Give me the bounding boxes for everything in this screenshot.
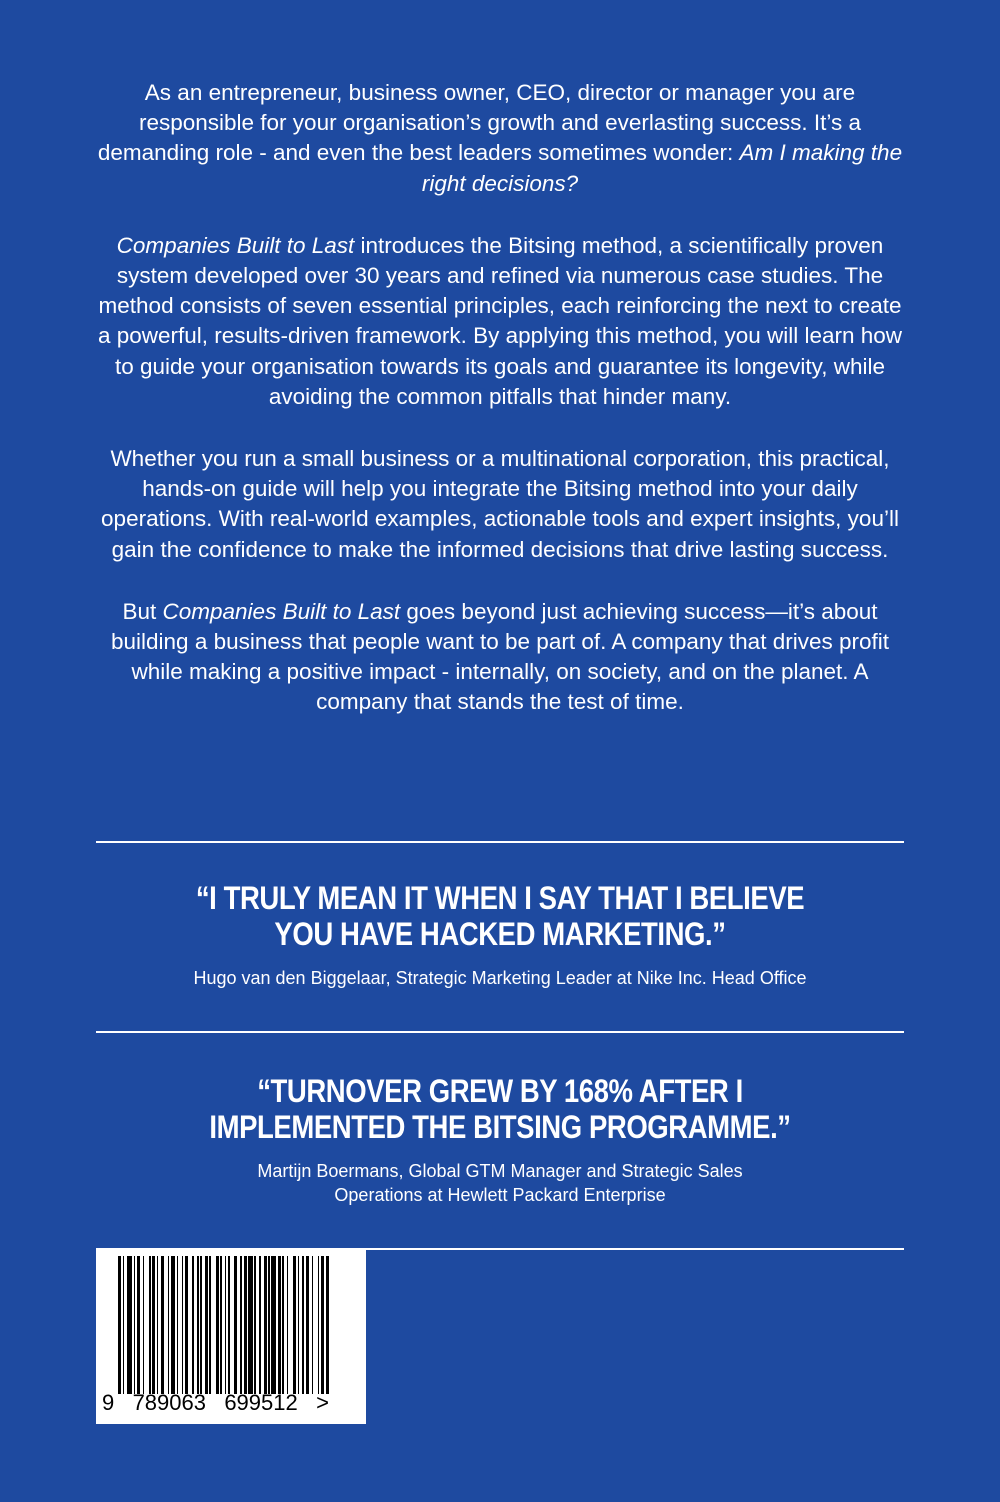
- book-title: Companies Built to Last: [116, 232, 355, 258]
- blurb-question: Am I making the right decisions?: [421, 140, 903, 196]
- book-title: Companies Built to Last: [162, 598, 401, 624]
- barcode-bar: [157, 1256, 159, 1394]
- testimonial-1: [95, 880, 905, 990]
- barcode-bar: [278, 1256, 281, 1394]
- barcode-bar: [168, 1256, 170, 1394]
- barcode-bar: [254, 1256, 256, 1394]
- barcode-bar: [318, 1256, 320, 1394]
- barcode-bar: [306, 1256, 309, 1394]
- blurb-paragraph-4: But Companies Built to Last goes beyond just achieving success—it’s about building a business that people want to be part of. A company that drives profit while making a positive impact - internally, on society, and on the planet. A company that stands the test of time.: [111, 598, 889, 715]
- barcode-bar: [209, 1256, 211, 1394]
- barcode-bar: [293, 1256, 296, 1394]
- blurb-paragraph-2: Companies Built to Last introduces the Bitsing method, a scientifically proven system developed over 30 years and refined via numerous case studies. The method consists of seven essential principles, each reinforcing the next to create a powerful, results-driven framework. By applying this method, you will learn how to guide your organisation towards its goals and guarantee its longevity, while avoiding the common pitfalls that hinder many.: [97, 232, 903, 409]
- barcode-bar: [268, 1256, 270, 1394]
- barcode-bar: [192, 1256, 194, 1394]
- barcode-bar: [248, 1256, 253, 1394]
- barcode-bar: [298, 1256, 300, 1394]
- barcode-bar: [216, 1256, 219, 1394]
- barcode-bar: [134, 1256, 136, 1394]
- barcode-bar: [205, 1256, 208, 1394]
- barcode-bar: [149, 1256, 151, 1394]
- barcode-bars: [118, 1256, 350, 1394]
- barcode-bar: [137, 1256, 140, 1394]
- barcode-bar: [287, 1256, 289, 1394]
- blurb-paragraph-3: Whether you run a small business or a multinational corporation, this practical, hands-on guide will help you integrate the Bitsing method into your daily operations. With real-world examples, actionable tools and expert insights, you’ll gain the confidence to make the informed decisions that drive lasting success.: [101, 446, 899, 562]
- isbn-barcode: [96, 1248, 366, 1424]
- barcode-bar: [321, 1256, 324, 1394]
- testimonial-quote: “TURNOVER GREW BY 168% AFTER I IMPLEMENTED THE BITSING PROGRAMME.”: [209, 1073, 791, 1145]
- barcode-bar: [282, 1256, 284, 1394]
- blurb-paragraph-1: As an entrepreneur, business owner, CEO, director or manager you are responsible for your organisation’s growth and everlasting success. It’s a demanding role - and even the best leaders sometimes wonder: Am I making the right decisions?: [97, 80, 903, 196]
- blurb: [95, 78, 905, 750]
- barcode-bar: [118, 1256, 121, 1394]
- barcode-bar: [312, 1256, 314, 1394]
- barcode-bar: [220, 1256, 222, 1394]
- barcode-bar: [182, 1256, 184, 1394]
- barcode-bar: [244, 1256, 247, 1394]
- barcode-bar: [264, 1256, 267, 1394]
- barcode-bar: [127, 1256, 132, 1394]
- barcode-bar: [161, 1256, 164, 1394]
- barcode-bar: [197, 1256, 199, 1394]
- testimonial-quote: “I TRULY MEAN IT WHEN I SAY THAT I BELIEVE YOU HAVE HACKED MARKETING.”: [195, 880, 805, 952]
- barcode-bar: [234, 1256, 237, 1394]
- barcode-bar: [171, 1256, 176, 1394]
- isbn-number: 9 789063 699512 >: [102, 1390, 329, 1415]
- barcode-bar: [302, 1256, 304, 1394]
- barcode-bar: [228, 1256, 230, 1394]
- barcode-bar: [271, 1256, 276, 1394]
- barcode-bar: [240, 1256, 242, 1394]
- barcode-bar: [259, 1256, 261, 1394]
- testimonial-attribution: Martijn Boermans, Global GTM Manager and Strategic Sales Operations at Hewlett Packard Enterprise: [257, 1161, 743, 1205]
- barcode-bar: [200, 1256, 202, 1394]
- divider: [96, 1031, 904, 1033]
- barcode-bar: [152, 1256, 155, 1394]
- divider: [96, 841, 904, 843]
- testimonial-2: [95, 1073, 905, 1207]
- barcode-bar: [326, 1256, 329, 1394]
- barcode-bar: [185, 1256, 188, 1394]
- barcode-bar: [123, 1256, 125, 1394]
- barcode-bar: [143, 1256, 145, 1394]
- barcode-bar: [177, 1256, 179, 1394]
- barcode-bar: [225, 1256, 227, 1394]
- testimonial-attribution: Hugo van den Biggelaar, Strategic Marketing Leader at Nike Inc. Head Office: [193, 968, 807, 988]
